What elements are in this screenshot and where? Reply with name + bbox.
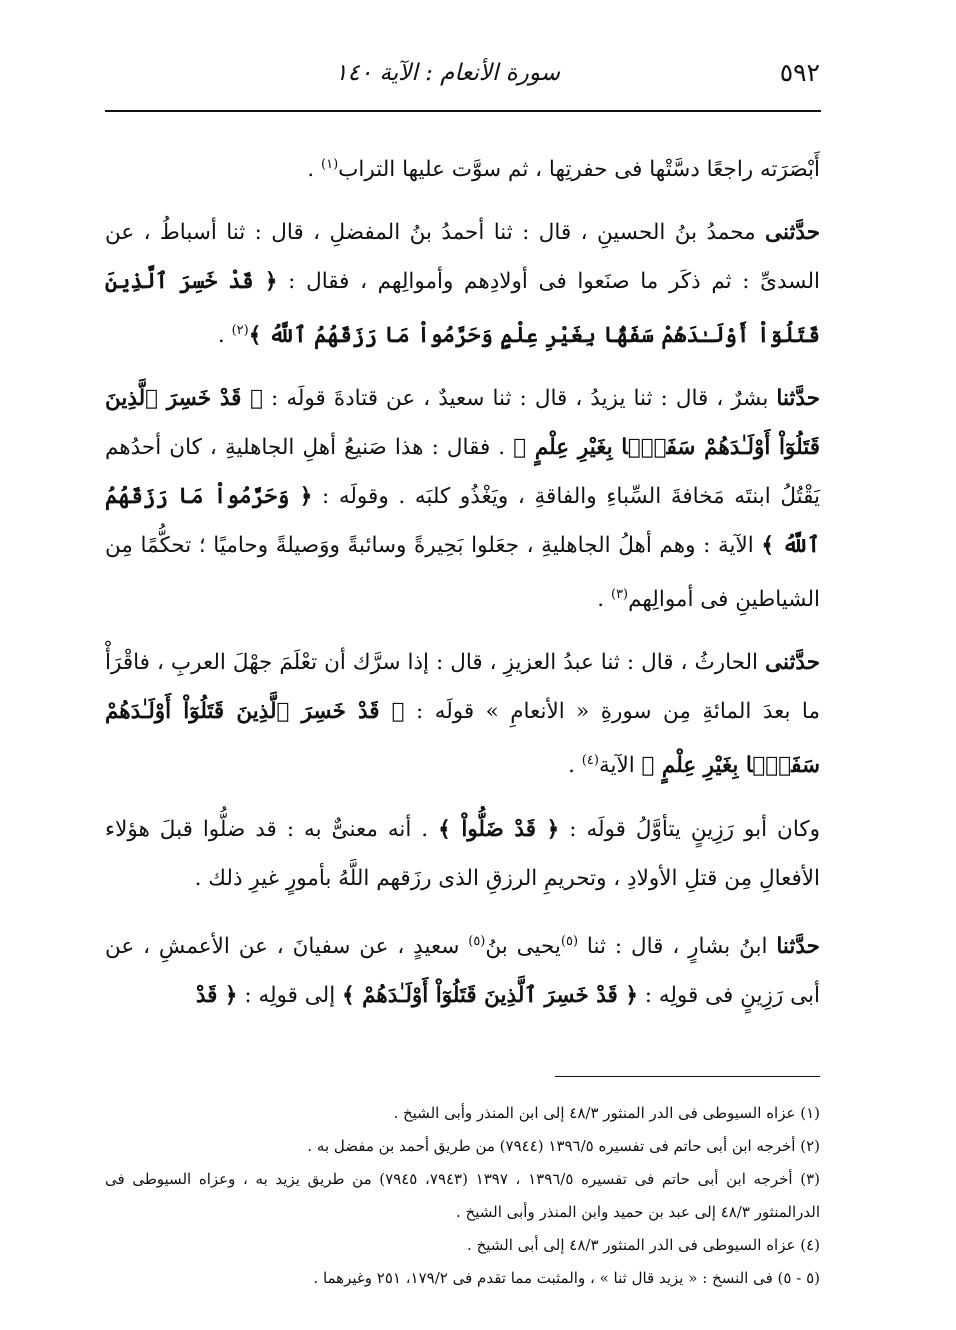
isnad-lead: حدَّثنا: [776, 933, 820, 959]
isnad-lead: حدَّثنا: [776, 386, 820, 412]
paragraph-tail: .: [307, 157, 322, 183]
paragraph-text-3: الآية : وهم أهلُ الجاهليةِ ، جعَلوا بَحِيرةً وسائبةً ووَصيلةً وحاميًا ؛ تحكُّمًا مِن الشياطينِ فى أموالِهم: [105, 533, 820, 613]
paragraph-4: [105, 638, 820, 790]
paragraph-tail: .: [597, 587, 611, 613]
isnad-lead: حدَّثنى: [765, 650, 820, 676]
paragraph-tail: .: [568, 753, 582, 779]
header-rule: [105, 110, 821, 112]
footnote-2: (٢) أخرجه ابن أبى حاتم فى تفسيره ١٣٩٦/٥ (٧٩٤٤) من طريق أحمد بن مفضل به .: [307, 1137, 820, 1155]
footnote-4: (٤) عزاه السيوطى فى الدر المنثور ٤٨/٣ إلى أبى الشيخ .: [467, 1236, 820, 1254]
paragraph-text: وكان أبو رَزِينٍ يتأوَّلُ قولَه :: [559, 816, 821, 842]
paragraph-text: ابنُ بشارٍ ، قال : ثنا: [578, 933, 777, 959]
paragraph-text: أَبْصَرَته راجعًا دسَّتْها فى حفرتِها ، ثم سوَّت عليها التراب: [338, 157, 820, 183]
paragraph-3: [105, 374, 820, 624]
quran-quote: ﴿ قَدْ خَسِرَ ٱلَّذِينَ قَتَلُوٓاْ أَوْلَـٰدَهُمْ سَفَهًۢا بِغَيْرِ عِلْمٍ وَحَرَّمُواْ مَا رَزَقَهُمُ ٱللَّهُ ﴾: [105, 269, 820, 349]
footnote-ref: (٣): [610, 587, 629, 603]
page-number: ٥٩٢: [779, 58, 820, 87]
paragraph-text-2: . أنه معنىٌّ به : قد ضلُّوا قبلَ هؤلاء الأفعالِ مِن قتلِ الأولادِ ، وتحريمِ الرزقِ الذى رزَقهم اللَّهُ بأمورٍ غيرِ ذلك .: [105, 816, 820, 891]
page-header: [105, 58, 820, 98]
quran-quote: ﴿ قَدْ ضَلُّواْ ﴾: [438, 816, 560, 842]
footnote-1: (١) عزاه السيوطى فى الدر المنثور ٤٨/٣ إلى ابن المنذر وأبى الشيخ .: [393, 1104, 820, 1122]
footnote-rule: [555, 1076, 820, 1077]
footnote-ref: (٤): [581, 753, 599, 769]
footnote-ref-open: (٥): [560, 933, 579, 949]
paragraph-6: [105, 917, 820, 1020]
paragraph-2: [105, 208, 820, 360]
quran-quote-2: ﴿ قَدْ: [195, 982, 238, 1008]
paragraph-5: [105, 805, 820, 903]
isnad-lead: حدَّثنى: [765, 220, 820, 246]
paragraph-1: [105, 140, 820, 194]
paragraph-text-2: . فقال : هذا صَنيعُ أهلِ الجاهليةِ ، كان أحدُهم يَقْتُلُ ابنتَه مَخافةَ السِّباءِ والفاقةِ ، ويَغْذُو كلبَه . وقولَه :: [105, 435, 820, 510]
quran-quote: ﴿ قَدْ خَسِرَ ٱلَّذِينَ قَتَلُوٓاْ أَوْلَـٰدَهُمْ سَفَهًۢا بِغَيْرِ عِلْمٍ ﴾: [105, 386, 820, 461]
quran-quote: ﴿ قَدْ خَسِرَ ٱلَّذِينَ قَتَلُوٓاْ أَوْلَـٰدَهُمْ سَفَهًۢا بِغَيْرِ عِلْمٍ ﴾: [105, 699, 820, 779]
paragraph-text-2: الآية: [598, 753, 642, 779]
footnote-ref-close: (٥): [468, 933, 486, 949]
footnote-3: (٣) أخرجه ابن أبى حاتم فى تفسيره ١٣٩٦/٥ ، ١٣٩٧ (٧٩٤٣، ٧٩٤٥) من طريق يزيد به ، وعزاه السيوطى فى الدرالمنثور ٤٨/٣ إلى عبد بن حميد وابن المنذر وأبى الشيخ .: [105, 1170, 821, 1221]
running-head: سورة الأنعام : الآية ١٤٠: [335, 60, 560, 86]
footnote-ref: (٢): [231, 323, 249, 339]
paragraph-tail: .: [217, 323, 232, 349]
footnote-ref: (١): [321, 157, 339, 172]
quran-quote-2: ﴿ وَحَرَّمُواْ مَا رَزَقَهُمُ ٱللَّهُ ﴾: [105, 484, 820, 559]
footnotes: [105, 1097, 820, 1295]
paragraph-text-mid: يحيى بنُ: [485, 933, 561, 959]
paragraph-text: الحارثُ ، قال : ثنا عبدُ العزيزِ ، قال : إذا سرَّك أن تعْلَمَ جهْلَ العربِ ، فاقْرَأْ ما بعدَ المائةِ مِن سورةِ « الأنعامِ » قولَه :: [105, 650, 820, 725]
paragraph-text: محمدُ بنُ الحسينِ ، قال : ثنا أحمدُ بنُ المفضلِ ، قال : ثنا أسباطُ ، عن السدىِّ : ثم ذكَر ما صنَعوا فى أولادِهم وأموالِهم ، فقال :: [105, 220, 820, 295]
paragraph-text: بشرٌ ، قال : ثنا يزيدُ ، قال : ثنا سعيدٌ ، عن قتادةَ قولَه :: [262, 386, 777, 412]
quran-quote: ﴿ قَدْ خَسِرَ ٱلَّذِينَ قَتَلُوٓاْ أَوْلَـٰدَهُمْ ﴾: [342, 982, 638, 1008]
footnote-5: (٥ - ٥) فى النسخ : « يزيد قال ثنا » ، والمثبت مما تقدم فى ١٧٩/٢، ٢٥١ وغيرهما .: [313, 1269, 820, 1287]
paragraph-text-2: سعيدٍ ، عن سفيانَ ، عن الأعمشِ ، عن أبى رَزِينٍ فى قولِه :: [105, 933, 820, 1008]
main-text: [105, 140, 820, 1034]
paragraph-text-3: إلى قولِه :: [237, 982, 343, 1008]
